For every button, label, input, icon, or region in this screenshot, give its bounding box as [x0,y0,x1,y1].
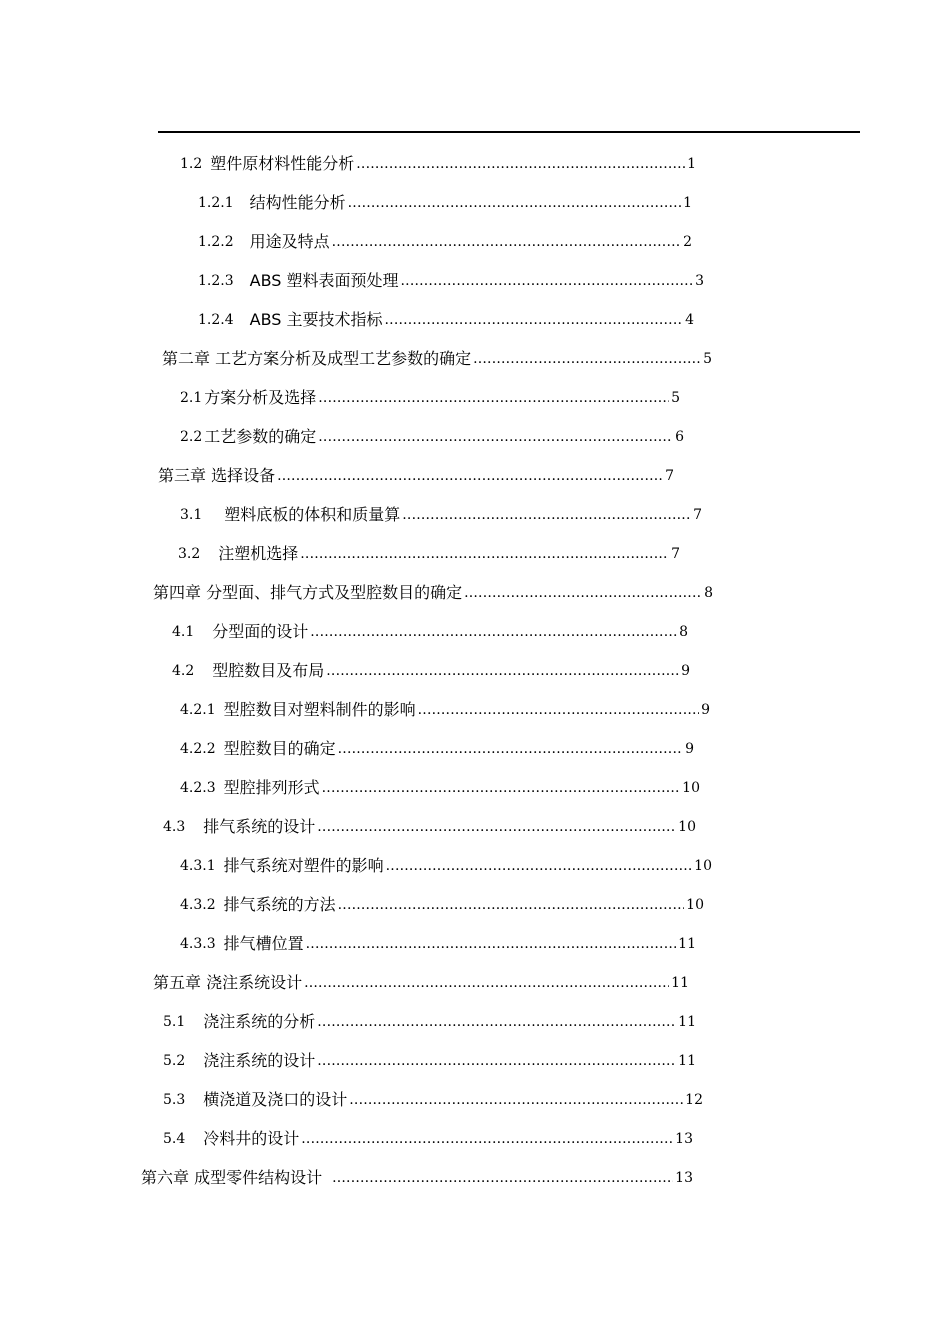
toc-title: 注塑机选择 [218,544,299,563]
toc-leader [301,1129,673,1149]
toc-page: 13 [675,1170,693,1186]
toc-entry[interactable] [180,501,702,525]
toc-title: 排气系统对塑件的影响 [223,856,384,875]
toc-number: 2.1 [180,390,203,406]
toc-leader [322,778,681,798]
toc-leader [306,934,677,954]
toc-number: 5.2 [163,1053,186,1069]
toc-title: ABS 主要技术指标 [249,310,383,329]
toc-title: ABS 塑料表面预处理 [249,271,399,290]
toc-leader [318,427,673,447]
toc-chapter-entry[interactable] [141,1164,693,1188]
toc-title: 第五章 浇注系统设计 [153,973,303,992]
toc-title: 浇注系统的分析 [203,1012,316,1031]
toc-number: 5.4 [163,1131,186,1147]
toc-entry[interactable] [163,1008,696,1032]
toc-page: 7 [665,468,674,484]
toc-title: 第三章 选择设备 [158,466,276,485]
toc-page: 12 [685,1092,703,1108]
toc-title: 用途及特点 [249,232,330,251]
toc-number: 4.3.3 [180,936,216,952]
toc-page: 9 [685,741,694,757]
toc-entry[interactable] [163,1125,693,1149]
toc-title: 型腔数目对塑料制件的影响 [223,700,416,719]
toc-leader [304,973,669,993]
toc-number: 3.2 [178,546,201,562]
toc-leader [418,700,699,720]
toc-entry[interactable] [198,306,694,330]
toc-number: 4.1 [172,624,195,640]
toc-title: 结构性能分析 [249,193,346,212]
toc-entry[interactable] [198,189,692,213]
toc-page: 9 [681,663,690,679]
toc-title: 型腔数目的确定 [223,739,336,758]
toc-leader [401,271,694,291]
toc-page: 9 [701,702,710,718]
toc-leader [277,466,663,486]
toc-leader [338,739,683,759]
toc-title: 排气系统的方法 [223,895,336,914]
toc-leader [338,895,685,915]
toc-number: 4.3.1 [180,858,216,874]
toc-page: 11 [671,975,689,991]
toc-leader [317,1051,676,1071]
toc-leader [332,232,681,252]
toc-page: 4 [685,312,694,328]
toc-page: 11 [678,1014,696,1030]
toc-page: 10 [686,897,704,913]
toc-number: 5.1 [163,1014,186,1030]
toc-leader [300,544,669,564]
toc-entry[interactable] [180,891,704,915]
toc-page: 11 [678,936,696,952]
toc-title: 横浇道及浇口的设计 [203,1090,348,1109]
toc-page: 7 [693,507,702,523]
toc-page: 1 [687,156,696,172]
toc-page: 6 [675,429,684,445]
toc-leader [386,856,693,876]
toc-entry[interactable] [198,267,704,291]
toc-number: 4.2 [172,663,195,679]
toc-page: 5 [703,351,712,367]
toc-leader [317,1012,676,1032]
toc-title: 第四章 分型面、排气方式及型腔数目的确定 [153,583,463,602]
toc-page: 11 [678,1053,696,1069]
toc-entry[interactable] [180,696,710,720]
toc-chapter-entry[interactable] [153,969,689,993]
toc-page: 5 [671,390,680,406]
toc-page: 7 [671,546,680,562]
toc-entry[interactable] [180,774,700,798]
toc-leader [326,661,679,681]
toc-leader [473,349,701,369]
toc-entry[interactable] [178,540,680,564]
toc-leader [318,388,669,408]
toc-leader [464,583,702,603]
toc-leader [332,1168,673,1188]
toc-page: 8 [704,585,713,601]
toc-page: 3 [695,273,704,289]
toc-entry[interactable] [180,384,680,408]
toc-entry[interactable] [180,423,684,447]
toc-entry[interactable] [163,813,696,837]
toc-page: 1 [683,195,692,211]
toc-page: 13 [675,1131,693,1147]
toc-entry[interactable] [163,1047,696,1071]
toc-page: 8 [679,624,688,640]
toc-number: 1.2.2 [198,234,234,250]
toc-leader [310,622,677,642]
toc-title: 型腔数目及布局 [212,661,325,680]
toc-number: 3.1 [180,507,203,523]
toc-title: 工艺参数的确定 [204,427,317,446]
toc-number: 4.2.2 [180,741,216,757]
toc-leader [385,310,684,330]
toc-leader [349,1090,683,1110]
toc-leader [317,817,676,837]
toc-entry[interactable] [172,618,688,642]
toc-number: 1.2.3 [198,273,234,289]
toc-number: 1.2.4 [198,312,234,328]
toc-number: 1.2 [180,156,203,172]
toc-number: 4.3 [163,819,186,835]
toc-page: 10 [678,819,696,835]
toc-title: 排气槽位置 [223,934,304,953]
toc-chapter-entry[interactable] [158,462,674,486]
toc-page: 2 [683,234,692,250]
toc-number: 4.2.1 [180,702,216,718]
toc-leader [402,505,691,525]
toc-entry[interactable] [180,852,712,876]
toc-chapter-entry[interactable] [153,579,713,603]
toc-title: 第六章 成型零件结构设计 [141,1168,323,1187]
toc-title: 方案分析及选择 [204,388,317,407]
toc-number: 5.3 [163,1092,186,1108]
toc-title: 型腔排列形式 [223,778,320,797]
toc-title: 浇注系统的设计 [203,1051,316,1070]
toc-number: 1.2.1 [198,195,234,211]
toc-number: 4.3.2 [180,897,216,913]
toc-title: 塑件原材料性能分析 [210,154,355,173]
toc-page: 10 [682,780,700,796]
toc-entry[interactable] [180,150,696,174]
toc-entry[interactable] [163,1086,703,1110]
toc-number: 2.2 [180,429,203,445]
toc-title: 冷料井的设计 [203,1129,300,1148]
toc-title: 分型面的设计 [212,622,309,641]
toc-number: 4.2.3 [180,780,216,796]
toc-title: 第二章 工艺方案分析及成型工艺参数的确定 [162,349,472,368]
toc-page: 10 [694,858,712,874]
toc-title: 排气系统的设计 [203,817,316,836]
toc-chapter-entry[interactable] [162,345,712,369]
toc-entry[interactable] [180,735,694,759]
toc-title: 塑料底板的体积和质量算 [224,505,401,524]
toc-leader [356,154,685,174]
toc-entry[interactable] [198,228,692,252]
toc-entry[interactable] [172,657,690,681]
toc-entry[interactable] [180,930,696,954]
toc-leader [348,193,681,213]
